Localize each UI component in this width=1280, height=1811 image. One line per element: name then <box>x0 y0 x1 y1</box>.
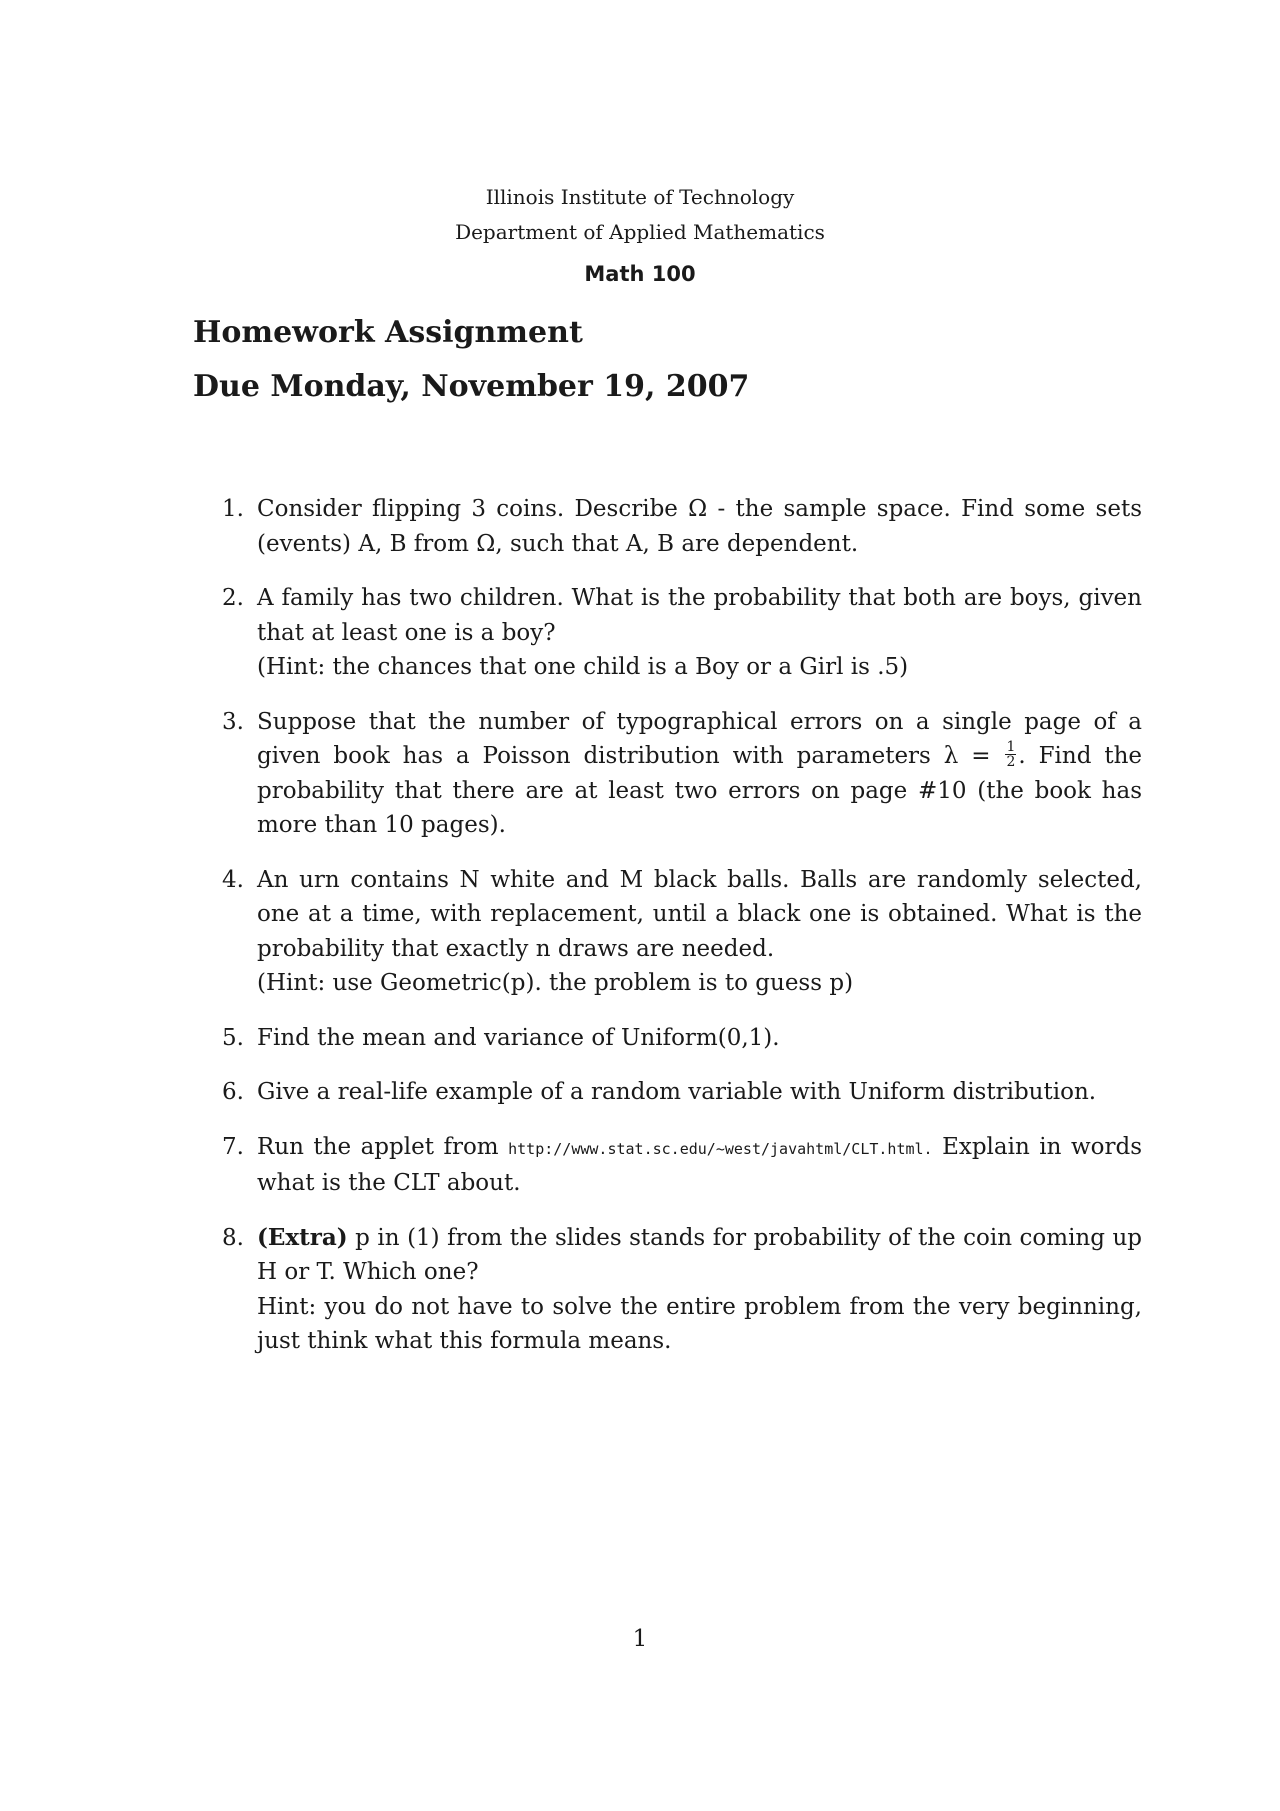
problem-text: Suppose that the number of typographical errors on a single page of a given book has a Poisson distribution with parameters λ = <box>257 708 1142 769</box>
problem-number: 6. <box>222 1079 244 1105</box>
problem-1 <box>0 492 1142 561</box>
extra-label: (Extra) <box>257 1223 348 1251</box>
problem-text: Give a real-life example of a random variable with Uniform distribution. <box>257 1079 1097 1105</box>
problem-number: 2. <box>222 585 244 611</box>
problem-hint: (Hint: use Geometric(p). the problem is to guess p) <box>257 970 854 996</box>
problem-text: Run the applet from <box>257 1133 499 1160</box>
problem-3 <box>0 705 1142 843</box>
problem-number: 1. <box>222 496 244 522</box>
problem-hint: Hint: you do not have to solve the entire problem from the very beginning, just think what this formula means. <box>257 1293 1142 1354</box>
problem-number: 5. <box>222 1024 244 1051</box>
department-name: Department of Applied Mathematics <box>455 220 825 244</box>
problem-text: Find the mean and variance of Uniform(0,1). <box>257 1024 780 1051</box>
problem-5 <box>0 1021 1142 1056</box>
problem-4 <box>0 863 1142 1001</box>
due-date: Due Monday, November 19, 2007 <box>193 369 750 404</box>
problem-text-continued: . Find the probability that there are at least two errors on page #10 (the book has more than 10 pages). <box>257 743 1143 838</box>
problem-list <box>0 492 1280 1379</box>
problem-number: 8. <box>222 1224 244 1251</box>
problem-6 <box>0 1075 1142 1110</box>
problem-2 <box>0 581 1142 685</box>
problem-text: A family has two children. What is the probability that both are boys, given that at least one is a boy? <box>257 585 1142 646</box>
problem-number: 4. <box>222 866 244 893</box>
problem-text: p in (1) from the slides stands for probability of the coin coming up H or T. Which one? <box>257 1224 1143 1285</box>
problem-hint: (Hint: the chances that one child is a Boy or a Girl is .5) <box>257 654 909 680</box>
page-number: 1 <box>632 1626 648 1652</box>
problem-number: 7. <box>222 1133 244 1160</box>
problem-text: Consider flipping 3 coins. Describe Ω - the sample space. Find some sets (events) A, B from Ω, such that A, B are dependent. <box>257 496 1142 557</box>
problem-text: An urn contains N white and M black balls. Balls are randomly selected, one at a time, with replacement, until a black one is obtained. What is the probability that exactly n draws are needed. <box>257 866 1142 962</box>
institution-name: Illinois Institute of Technology <box>485 185 795 209</box>
problem-7 <box>0 1130 1142 1201</box>
problem-number: 3. <box>222 708 244 735</box>
course-title: Math 100 <box>584 262 696 286</box>
problem-text-continued: Explain in words what is the CLT about. <box>257 1133 1143 1196</box>
applet-url[interactable]: http://www.stat.sc.edu/~west/javahtml/CLT.html. <box>508 1139 933 1158</box>
assignment-title: Homework Assignment <box>193 315 583 350</box>
fraction-numerator: 1 <box>1006 738 1016 755</box>
fraction-one-half <box>1005 740 1016 769</box>
fraction-denominator: 2 <box>1006 753 1016 770</box>
problem-8 <box>0 1221 1142 1359</box>
